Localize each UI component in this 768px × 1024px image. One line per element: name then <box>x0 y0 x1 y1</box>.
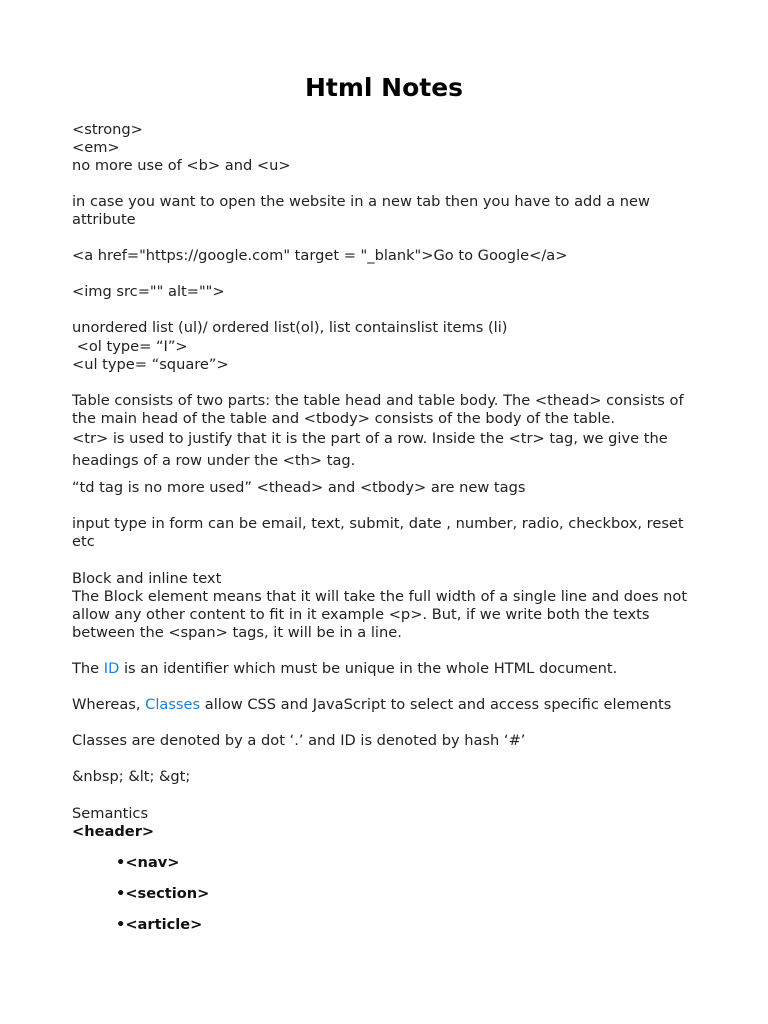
img-example: <img src="" alt=""> <box>72 283 225 300</box>
strong-line: <strong> <box>72 121 143 138</box>
id-link[interactable]: ID <box>103 660 120 677</box>
entities-line: &nbsp; &lt; &gt; <box>72 768 191 785</box>
classes-denoted-line: Classes are denoted by a dot ‘.’ and ID is denoted by hash ‘#’ <box>72 732 526 749</box>
classes-link[interactable]: Classes <box>145 696 201 713</box>
block-paragraph: The Block element means that it will take the full width of a single line and does not allow any other content to fit in it example <p>. But, if we write both the texts between the <span> tags, it will be in a line. <box>72 588 688 642</box>
semantics-heading: Semantics <box>72 805 149 822</box>
block-heading: Block and inline text <box>72 570 222 587</box>
tr-paragraph: <tr> is used to justify that it is the part of a row. Inside the <tr> tag, we give the headings of a row under the <th> tag. <box>72 430 668 469</box>
no-more-line: no more use of <b> and <u> <box>72 157 291 174</box>
lists-line: unordered list (ul)/ ordered list(ol), list containslist items (li) <box>72 319 508 336</box>
page-title: Html Notes <box>304 73 464 102</box>
bullet-nav: •<nav> <box>116 854 180 871</box>
classes-pre: Whereas, <box>72 696 146 713</box>
bullet-section: •<section> <box>116 885 210 902</box>
classes-post: allow CSS and JavaScript to select and access specific elements <box>200 696 672 713</box>
td-line: “td tag is no more used” <thead> and <tbody> are new tags <box>72 479 526 496</box>
ul-type-line: <ul type= “square”> <box>72 356 229 373</box>
classes-line <box>72 696 671 714</box>
id-line <box>72 660 617 678</box>
em-line: <em> <box>72 139 120 156</box>
id-post: is an identifier which must be unique in the whole HTML document. <box>119 660 618 677</box>
table-paragraph: Table consists of two parts: the table head and table body. The <thead> consists of the main head of the table and <tbody> consists of the body of the table. <box>72 392 684 428</box>
new-tab-paragraph: in case you want to open the website in a new tab then you have to add a new attribute <box>72 193 650 229</box>
header-tag-line: <header> <box>72 823 155 840</box>
anchor-example: <a href="https://google.com" target = "_blank">Go to Google</a> <box>72 247 568 264</box>
id-pre: The <box>72 660 104 677</box>
input-types-paragraph: input type in form can be email, text, submit, date , number, radio, checkbox, reset etc <box>72 515 684 551</box>
ol-type-line: <ol type= “I”> <box>72 338 188 355</box>
bullet-article: •<article> <box>116 916 203 933</box>
